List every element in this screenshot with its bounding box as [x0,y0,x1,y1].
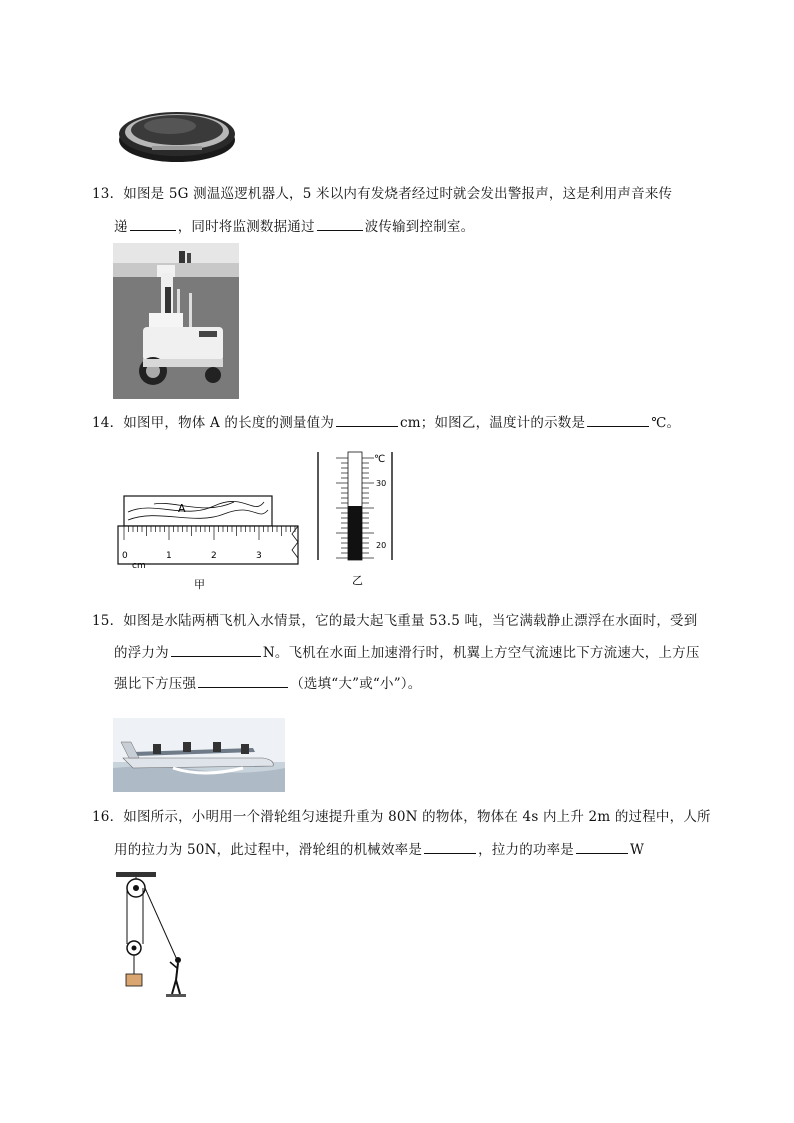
amphibious-plane-image [113,718,285,792]
ruler-tick-label: 2 [211,551,217,561]
answer-blank[interactable] [317,216,363,231]
thermometer-figure [314,448,396,588]
thermometer-unit: ℃ [374,454,386,465]
question-text: 波传输到控制室。 [364,219,475,235]
question-text: 递 [114,219,128,235]
question-text: 强比下方压强 [114,676,197,692]
ruler-tick-label: 0 [122,551,128,561]
question-16 [92,807,712,859]
question-text: W [630,842,645,858]
pulley-system-figure [112,870,194,1000]
question-text: 如图甲，物体 A 的长度的测量值为 [123,415,335,431]
question-text: 如图是 5G 测温巡逻机器人，5 米以内有发烧者经过时就会发出警报声，这是利用声音来传 [123,186,673,202]
ruler-tick-label: 3 [256,551,262,561]
ruler-unit-label: cm [132,561,146,571]
mercury-column [348,506,362,560]
question-text: ，拉力的功率是 [478,842,574,858]
question-number: 16． [92,809,124,825]
question-number: 15． [92,613,124,629]
robot-vacuum-image [112,96,242,168]
caption-yi: 乙 [352,574,363,587]
question-text: cm；如图乙，温度计的示数是 [400,415,586,431]
answer-blank[interactable] [171,642,261,657]
caption-jia: 甲 [194,578,205,591]
question-text: 的浮力为 [114,645,169,661]
question-number: 14． [92,415,124,431]
answer-blank[interactable] [130,216,176,231]
question-text: 如图是水陆两栖飞机入水情景，它的最大起飞重量 53.5 吨，当它满载静止漂浮在水面时，受到 [123,613,698,629]
ruler-tick-label: 1 [166,551,172,561]
question-text: 用的拉力为 50N，此过程中，滑轮组的机械效率是 [114,842,423,858]
question-text: 如图所示，小明用一个滑轮组匀速提升重为 80N 的物体，物体在 4s 内上升 2m 的过程中，人所 [123,809,711,825]
answer-blank[interactable] [587,412,649,427]
question-text: ℃。 [651,415,681,431]
question-15 [92,611,712,693]
ruler-figure [114,492,304,592]
question-13 [92,184,712,236]
thermometer-tick-label: 30 [376,479,387,488]
question-text: （选填“大”或“小”）。 [290,676,422,692]
question-text: N。飞机在水面上加速滑行时，机翼上方空气流速比下方流速大，上方压 [262,645,700,661]
question-14 [92,412,712,432]
thermometer-tick-label: 20 [376,541,387,550]
patrol-robot-image [113,243,239,399]
answer-blank[interactable] [198,673,288,688]
object-a-label: A [178,502,186,515]
question-number: 13． [92,186,124,202]
answer-blank[interactable] [336,412,398,427]
question-text: ，同时将监测数据通过 [177,219,315,235]
answer-blank[interactable] [576,839,628,854]
answer-blank[interactable] [424,839,476,854]
